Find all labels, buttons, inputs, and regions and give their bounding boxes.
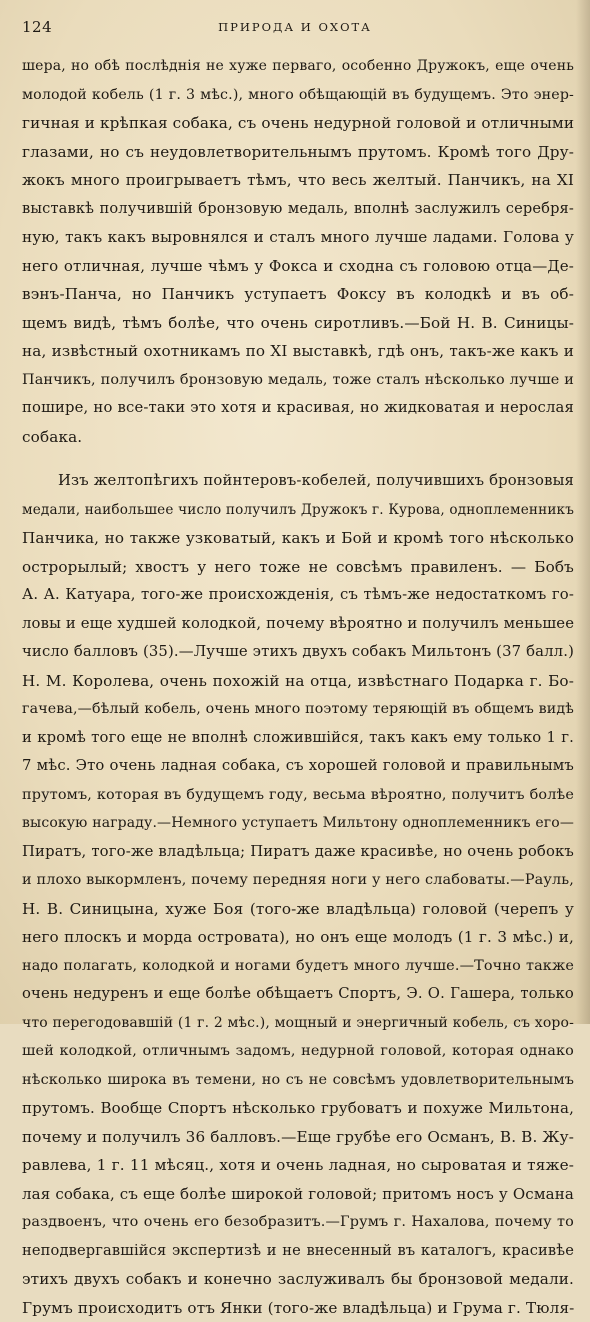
text-line: А. А. Катуара, того-же происхожденія, съ тѣмъ-же недостаткомъ го- bbox=[22, 581, 574, 610]
text-line: него отличная, лучше чѣмъ у Фокса и сходна съ головою отца—Де- bbox=[22, 252, 574, 281]
text-line: число балловъ (35).—Лучше этихъ двухъ собакъ Мильтонъ (37 балл.) bbox=[22, 638, 574, 667]
text-line: Пиратъ, того-же владѣльца; Пиратъ даже красивѣе, но очень робокъ bbox=[22, 838, 574, 867]
text-line: острорылый; хвостъ у него тоже не совсѣмъ правиленъ. — Бобъ bbox=[22, 553, 574, 582]
text-line: прутомъ, которая въ будущемъ году, весьма вѣроятно, получитъ болѣе bbox=[22, 781, 574, 810]
text-line: гичная и крѣпкая собака, съ очень недурной головой и отличными bbox=[22, 109, 574, 138]
text-line: гачева,—бѣлый кобель, очень много поэтому теряющій въ общемъ видѣ bbox=[22, 695, 574, 724]
page-number: 124 bbox=[22, 18, 52, 36]
text-line: нѣсколько широка въ темени, но съ не совсѣмъ удовлетворительнымъ bbox=[22, 1066, 574, 1095]
text-line: равлева, 1 г. 11 мѣсяц., хотя и очень ладная, но сыроватая и тяже- bbox=[22, 1151, 574, 1180]
text-line: на, извѣстный охотникамъ по XI выставкѣ, гдѣ онъ, такъ-же какъ и bbox=[22, 337, 574, 366]
text-line: неподвергавшійся экспертизѣ и не внесенный въ каталогъ, красивѣе bbox=[22, 1237, 574, 1266]
text-line: Панчика, но также узковатый, какъ и Бой и кромѣ того нѣсколько bbox=[22, 524, 574, 553]
text-line: молодой кобель (1 г. 3 мѣс.), много обѣщающій въ будущемъ. Это энер- bbox=[22, 81, 574, 110]
text-line: глазами, но съ неудовлетворительнымъ прутомъ. Кромѣ того Дру- bbox=[22, 138, 574, 167]
text-line: Изъ желтопѣгихъ пойнтеровъ-кобелей, получившихъ бронзовыя bbox=[22, 467, 574, 496]
text-line: щемъ видѣ, тѣмъ болѣе, что очень сиротливъ.—Бой Н. В. Синицы- bbox=[22, 309, 574, 338]
text-line: ную, такъ какъ выровнялся и сталъ много лучше ладами. Голова у bbox=[22, 223, 574, 252]
text-line: что перегодовавшій (1 г. 2 мѣс.), мощный и энергичный кобель, съ хоро- bbox=[22, 1009, 574, 1038]
text-line: выставкѣ получившій бронзовую медаль, вполнѣ заслужилъ серебря- bbox=[22, 195, 574, 224]
text-line: раздвоенъ, что очень его безобразитъ.—Грумъ г. Нахалова, почему то bbox=[22, 1208, 574, 1237]
body-text bbox=[22, 52, 574, 1322]
text-line: него плоскъ и морда островата), но онъ еще молодъ (1 г. 3 мѣс.) и, bbox=[22, 923, 574, 952]
page-gutter-shadow bbox=[576, 0, 590, 1024]
text-line: надо полагать, колодкой и ногами будетъ много лучше.—Точно также bbox=[22, 952, 574, 981]
text-line: шера, но обѣ послѣднія не хуже перваго, особенно Дружокъ, еще очень bbox=[22, 52, 574, 81]
text-line: Н. М. Королева, очень похожій на отца, извѣстнаго Подарка г. Бо- bbox=[22, 667, 574, 696]
text-line: пошире, но все-таки это хотя и красивая, но жидковатая и нерослая bbox=[22, 394, 574, 423]
text-line: почему и получилъ 36 балловъ.—Еще грубѣе его Османъ, В. В. Жу- bbox=[22, 1123, 574, 1152]
text-line: высокую награду.—Немного уступаетъ Мильтону одноплеменникъ его— bbox=[22, 809, 574, 838]
text-line: лая собака, съ еще болѣе широкой головой; притомъ носъ у Османа bbox=[22, 1180, 574, 1209]
running-title: ПРИРОДА И ОХОТА bbox=[22, 20, 568, 34]
text-line: и кромѣ того еще не вполнѣ сложившійся, такъ какъ ему только 1 г. bbox=[22, 724, 574, 753]
text-line: 7 мѣс. Это очень ладная собака, съ хорошей головой и правильнымъ bbox=[22, 752, 574, 781]
text-line: шей колодкой, отличнымъ задомъ, недурной головой, которая однако bbox=[22, 1037, 574, 1066]
text-line: прутомъ. Вообще Спортъ нѣсколько грубоватъ и похуже Мильтона, bbox=[22, 1094, 574, 1123]
text-line: и плохо выкормленъ, почему передняя ноги у него слабоваты.—Рауль, bbox=[22, 866, 574, 895]
text-line: ловы и еще худшей колодкой, почему вѣроятно и получилъ меньшее bbox=[22, 610, 574, 639]
text-line: Грумъ происходитъ отъ Янки (того-же владѣльца) и Грума г. Тюля- bbox=[22, 1294, 574, 1322]
text-line: собака. bbox=[22, 423, 574, 452]
page-header bbox=[22, 18, 568, 42]
text-line: Панчикъ, получилъ бронзовую медаль, тоже сталъ нѣсколько лучше и bbox=[22, 366, 574, 395]
text-line: жокъ много проигрываетъ тѣмъ, что весь желтый. Панчикъ, на XI bbox=[22, 166, 574, 195]
text-line: очень недуренъ и еще болѣе обѣщаетъ Спортъ, Э. О. Гашера, только bbox=[22, 980, 574, 1009]
text-line: Н. В. Синицына, хуже Боя (того-же владѣльца) головой (черепъ у bbox=[22, 895, 574, 924]
paragraph-1 bbox=[22, 52, 574, 451]
text-line: этихъ двухъ собакъ и конечно заслуживалъ бы бронзовой медали. bbox=[22, 1265, 574, 1294]
text-line: медали, наибольшее число получилъ Дружокъ г. Курова, одноплеменникъ bbox=[22, 496, 574, 525]
paragraph-2 bbox=[22, 467, 574, 1322]
text-line: вэнъ-Панча, но Панчикъ уступаетъ Фоксу въ колодкѣ и въ об- bbox=[22, 280, 574, 309]
